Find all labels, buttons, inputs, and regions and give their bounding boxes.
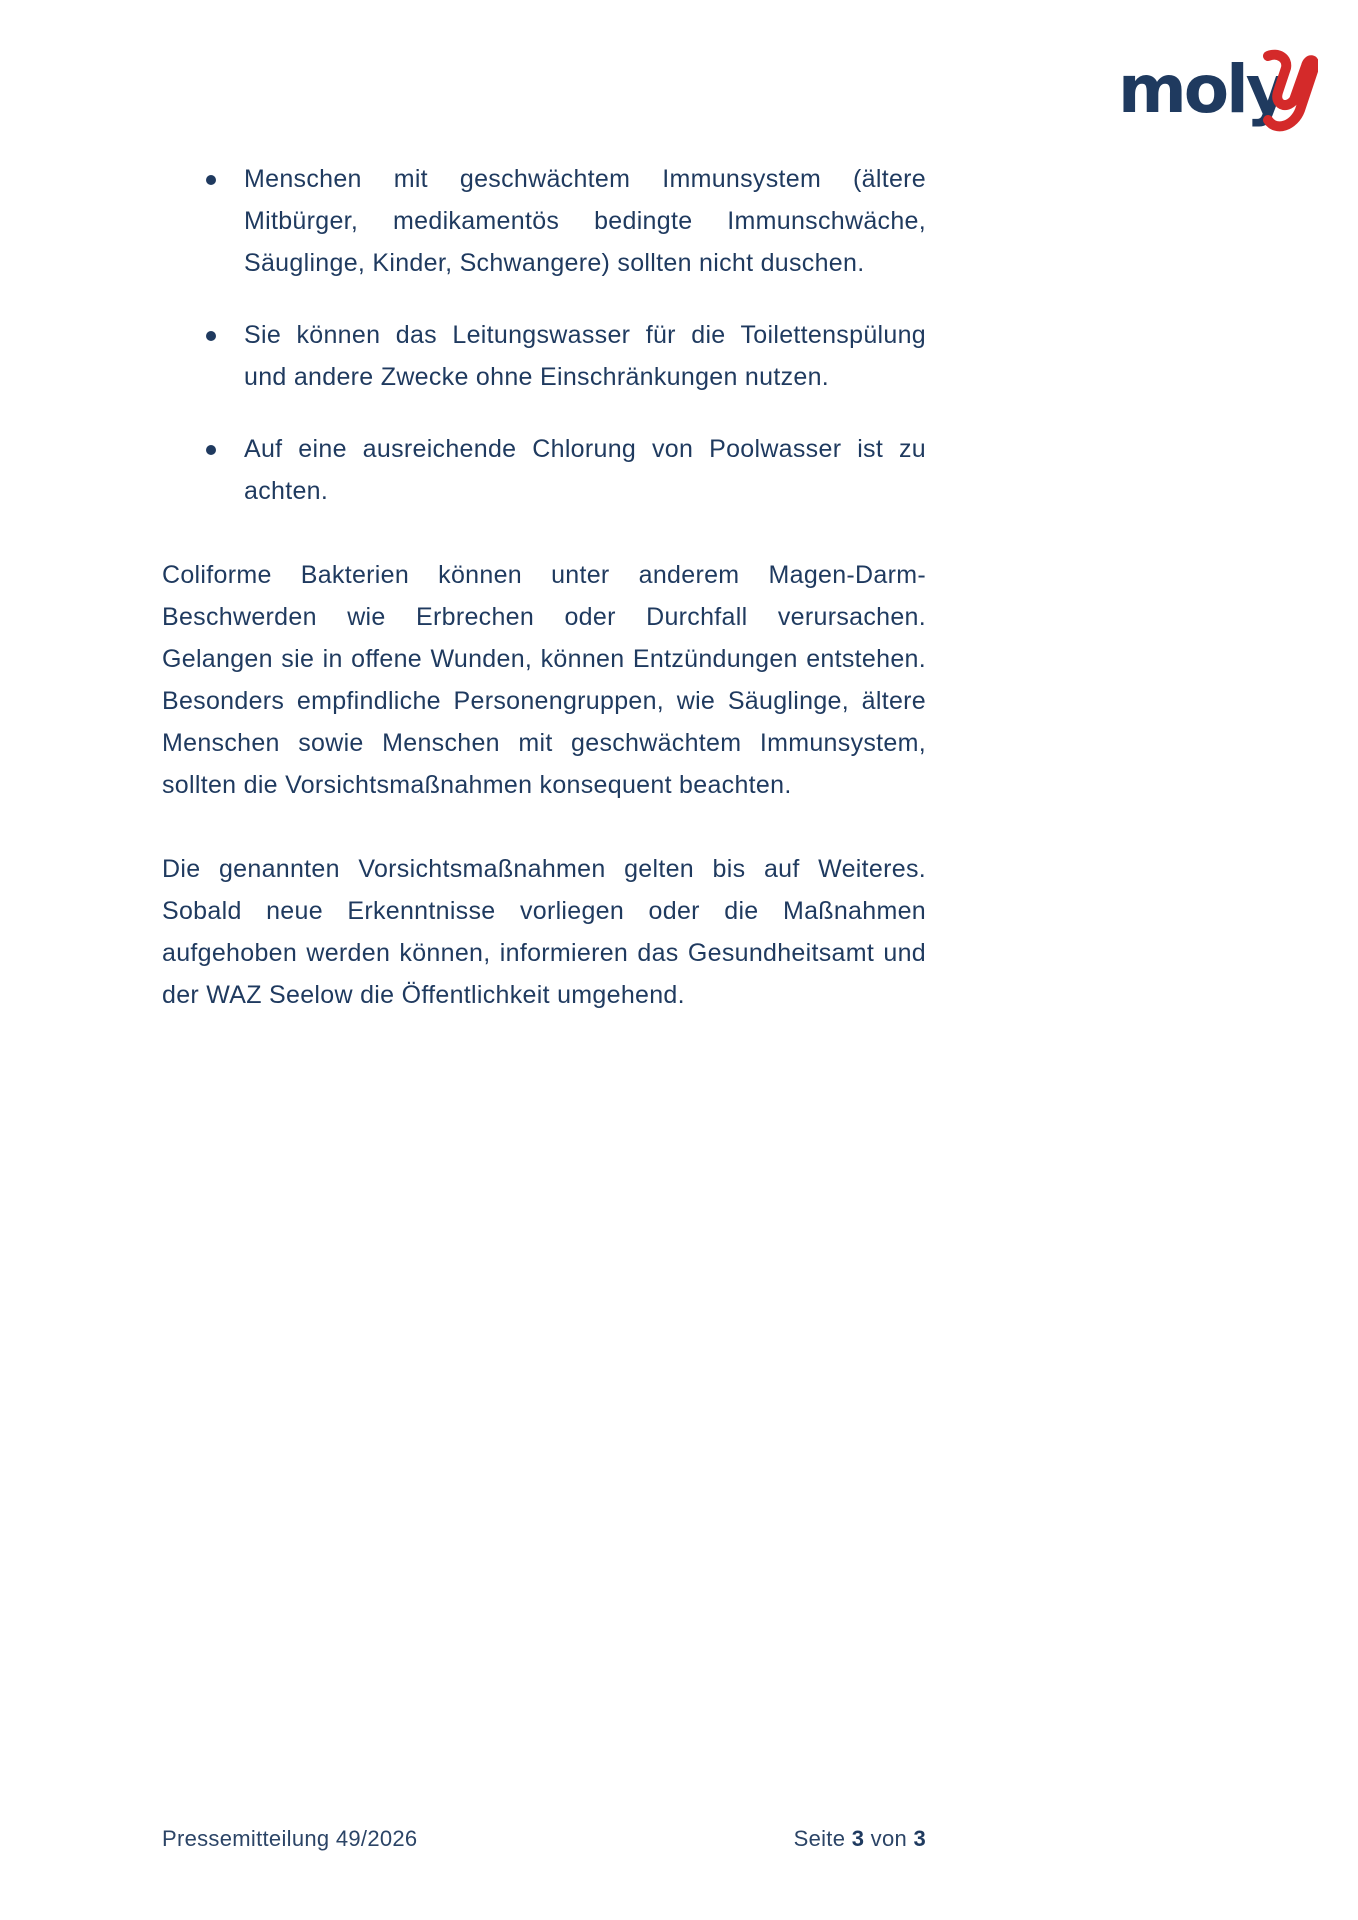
- page-number: [794, 1826, 926, 1852]
- list-item-text: Auf eine ausreichende Chlorung von Poolwasser ist zu achten.: [244, 435, 926, 505]
- paragraph-coliform-bacteria: Coliforme Bakterien können unter anderem Magen-Darm-Beschwerden wie Erbrechen oder Durchfall verursachen. Gelangen sie in offene Wunden, können Entzündungen entstehen. Besonders empfindliche Personengruppen, wie Säuglinge, ältere Menschen sowie Menschen mit geschwächtem Immunsystem, sollten die Vorsichtsmaßnahmen konsequent beachten.: [162, 561, 926, 799]
- bullet-icon: [206, 175, 216, 185]
- list-item: [162, 314, 926, 398]
- list-item-text: Menschen mit geschwächtem Immunsystem (ältere Mitbürger, medikamentös bedingte Immunschwäche, Säuglinge, Kinder, Schwangere) sollten nicht duschen.: [244, 165, 926, 277]
- page-sep: von: [870, 1826, 908, 1851]
- precaution-list: [162, 158, 926, 512]
- list-item-text: Sie können das Leitungswasser für die Toilettenspülung und andere Zwecke ohne Einschränkungen nutzen.: [244, 321, 926, 391]
- document-body: [162, 158, 926, 1016]
- page-current: 3: [851, 1826, 865, 1851]
- page-label: Seite: [793, 1826, 846, 1851]
- bullet-icon: [206, 445, 216, 455]
- moly-logo: [1118, 48, 1318, 134]
- bullet-icon: [206, 331, 216, 341]
- page-total: 3: [913, 1826, 926, 1851]
- list-item: [162, 158, 926, 284]
- paragraph-validity: Die genannten Vorsichtsmaßnahmen gelten bis auf Weiteres. Sobald neue Erkenntnisse vorliegen oder die Maßnahmen aufgehoben werden können, informieren das Gesundheitsamt und der WAZ Seelow die Öffentlichkeit umgehend.: [162, 855, 926, 1009]
- logo-wordmark: moly: [1118, 51, 1286, 128]
- list-item: [162, 428, 926, 512]
- press-release-number: Pressemitteilung 49/2026: [162, 1826, 418, 1851]
